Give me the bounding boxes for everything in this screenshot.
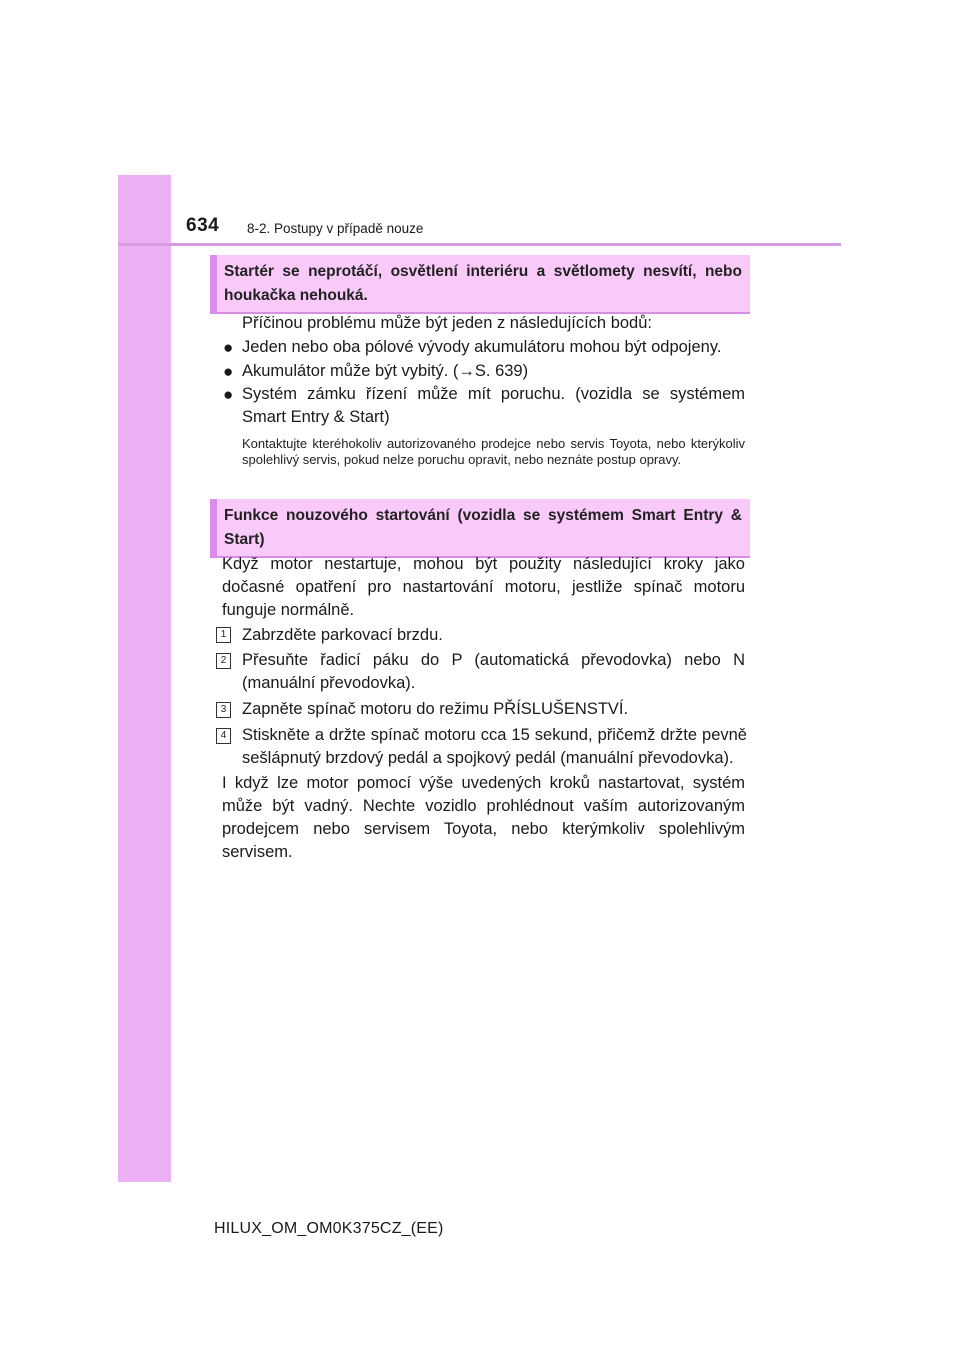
- step-number: 2: [216, 653, 231, 669]
- bullet-dot: ●: [223, 338, 234, 357]
- bullet-item: Systém zámku řízení může mít poruchu. (vozidla se systémem Smart Entry & Start): [242, 385, 745, 426]
- header-divider: [118, 243, 841, 246]
- step-number: 1: [216, 627, 231, 643]
- intro-text: Když motor nestartuje, mohou být použity následující kroky jako dočasné opatření pro nastartování motoru, jestliže spínač motoru funguje normálně.: [222, 555, 745, 619]
- section-title: 8-2. Postupy v případě nouze: [247, 221, 424, 236]
- bullet-item: Akumulátor může být vybitý. (→S. 639): [242, 362, 529, 380]
- intro-text: Příčinou problému může být jeden z následujících bodů:: [242, 314, 652, 332]
- heading-box-starter: Startér se neprotáčí, osvětlení interiéru a světlomety nesvítí, nebo houkačka nehouká.: [210, 255, 750, 314]
- step-number: 3: [216, 702, 231, 718]
- chapter-sidebar: [118, 175, 171, 1182]
- page-number: 634: [186, 215, 220, 236]
- step-text: Zapněte spínač motoru do režimu PŘÍSLUŠENSTVÍ.: [242, 700, 629, 718]
- bullet-dot: ●: [223, 362, 234, 381]
- bullet-dot: ●: [223, 385, 234, 404]
- bullet-item: Jeden nebo oba pólové vývody akumulátoru mohou být odpojeny.: [242, 338, 722, 356]
- closing-text: I když lze motor pomocí výše uvedených kroků nastartovat, systém může být vadný. Nechte vozidlo prohlédnout vaším autorizovaným prodejcem nebo servisem Toyota, nebo kterýmkoliv spolehlivým servisem.: [222, 774, 745, 861]
- heading-box-emergency-start: Funkce nouzového startování (vozidla se systémem Smart Entry & Start): [210, 499, 750, 558]
- step-text: Zabrzděte parkovací brzdu.: [242, 626, 443, 644]
- step-number: 4: [216, 728, 231, 744]
- step-text: Stiskněte a držte spínač motoru cca 15 sekund, přičemž držte pevně sešlápnutý brzdový pedál a spojkový pedál (manuální převodovka).: [242, 726, 747, 767]
- document-code: HILUX_OM_OM0K375CZ_(EE): [214, 1220, 444, 1237]
- step-text: Přesuňte řadicí páku do P (automatická převodovka) nebo N (manuální převodovka).: [242, 651, 745, 692]
- note-text: Kontaktujte kteréhokoliv autorizovaného prodejce nebo servis Toyota, nebo kterýkoliv spolehlivý servis, pokud nelze poruchu opravit, nebo neznáte postup opravy.: [242, 436, 745, 467]
